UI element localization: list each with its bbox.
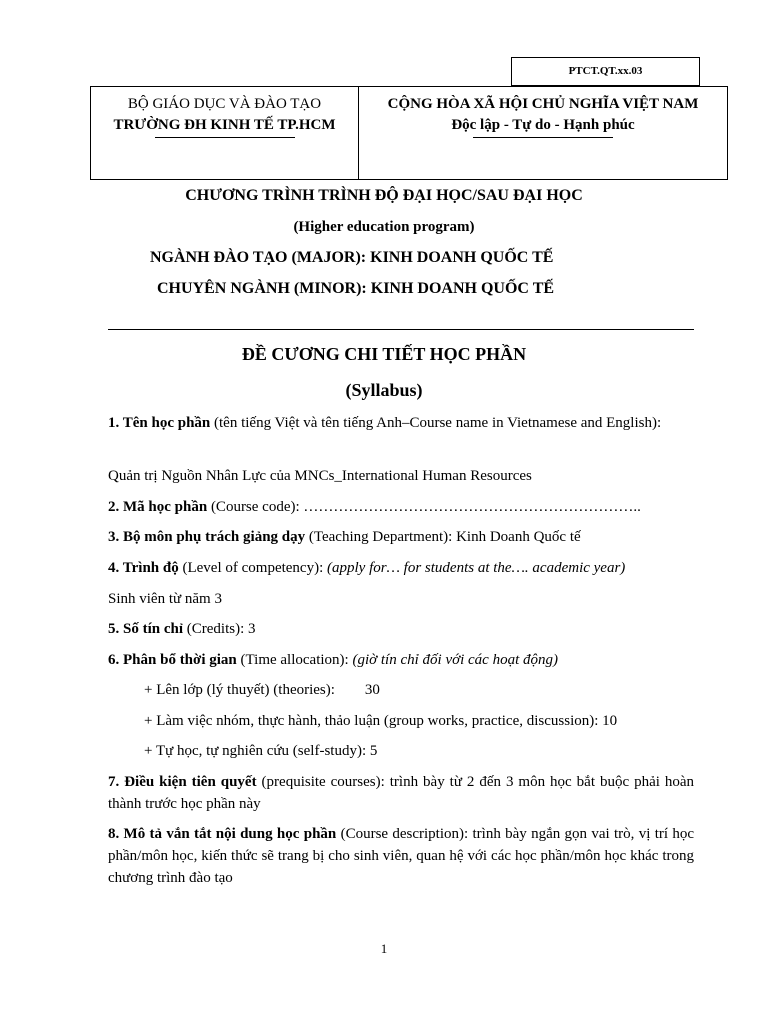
program-major: NGÀNH ĐÀO TẠO (MAJOR): KINH DOANH QUỐC TẾ: [150, 249, 554, 266]
section-divider: [108, 329, 694, 330]
section-5-credits: [108, 618, 694, 640]
section-7-prerequisites: [108, 771, 694, 815]
section-8-label: 8. Mô tả vắn tắt nội dung học phần: [108, 826, 337, 842]
section-6-label: 6. Phân bổ thời gian: [108, 652, 237, 668]
university-name: TRƯỜNG ĐH KINH TẾ TP.HCM: [113, 117, 336, 133]
ministry-name: BỘ GIÁO DỤC VÀ ĐÀO TẠO: [127, 96, 322, 112]
section-2-label: 2. Mã học phần: [108, 499, 208, 515]
section-6-note: (giờ tín chỉ đối với các hoạt động): [352, 652, 559, 668]
section-8-text: (Course description): trình bày ngắn gọn vai trò, vị trí học phần/môn học, kiến thức sẽ trang bị cho sinh viên, quan hệ với các học phần/môn học khác trong chương trình đào tạo: [108, 826, 694, 886]
university-underline: [155, 137, 295, 138]
syllabus-subtitle: (Syllabus): [345, 380, 423, 400]
section-7-label: 7. Điều kiện tiên quyết: [108, 774, 257, 790]
section-4-label: 4. Trình độ: [108, 560, 179, 576]
syllabus-title: ĐỀ CƯƠNG CHI TIẾT HỌC PHẦN: [241, 344, 527, 364]
header-right-cell: [359, 87, 727, 179]
section-3-department: [108, 526, 694, 548]
section-6-item-self-study: + Tự học, tự nghiên cứu (self-study): 5: [144, 743, 378, 759]
document-code: PTCT.QT.xx.03: [511, 57, 700, 86]
section-6-item1-label: + Lên lớp (lý thuyết) (theories):: [144, 682, 335, 698]
section-4-note: (apply for… for students at the…. academic year): [327, 560, 626, 576]
program-minor: CHUYÊN NGÀNH (MINOR): KINH DOANH QUỐC TẾ: [157, 280, 555, 297]
section-8-description: [108, 823, 694, 889]
section-4-level: [108, 557, 694, 579]
section-5-text: (Credits): 3: [183, 621, 256, 637]
section-2-course-code: [108, 496, 694, 518]
section-5-label: 5. Số tín chỉ: [108, 621, 184, 637]
section-7-text: (prequisite courses): trình bày từ 2 đến 3 môn học bắt buộc phải hoàn thành trước học phần này: [108, 774, 695, 812]
republic-name: CỘNG HÒA XÃ HỘI CHỦ NGHĨA VIỆT NAM: [387, 96, 699, 112]
section-6-item1-value: 30: [364, 682, 380, 698]
section-1-course-name: [108, 412, 694, 434]
section-6-item-group-works: + Làm việc nhóm, thực hành, thảo luận (group works, practice, discussion): 10: [144, 713, 618, 729]
section-6-item-theories: [144, 679, 380, 701]
section-4-value: Sinh viên từ năm 3: [108, 591, 222, 607]
section-1-text: (tên tiếng Việt và tên tiếng Anh–Course name in Vietnamese and English):: [210, 415, 662, 431]
section-3-text: (Teaching Department): Kinh Doanh Quốc tế: [305, 529, 581, 545]
section-3-label: 3. Bộ môn phụ trách giảng dạy: [108, 529, 306, 545]
section-4-text: (Level of competency):: [178, 560, 327, 576]
section-1-label: 1. Tên học phần: [108, 415, 211, 431]
program-title: CHƯƠNG TRÌNH TRÌNH ĐỘ ĐẠI HỌC/SAU ĐẠI HỌC: [185, 187, 583, 204]
section-1-value: Quản trị Nguồn Nhân Lực của MNCs_International Human Resources: [108, 468, 532, 484]
header-left-cell: [91, 87, 359, 179]
program-subtitle: (Higher education program): [293, 219, 475, 235]
page-number: 1: [380, 941, 388, 956]
section-2-text: (Course code): …………………………………………………………..: [207, 499, 641, 515]
header-table: [90, 86, 728, 180]
national-motto: Độc lập - Tự do - Hạnh phúc: [451, 117, 635, 133]
motto-underline: [473, 137, 613, 138]
section-6-time-allocation: [108, 649, 694, 671]
section-6-text: (Time allocation):: [236, 652, 353, 668]
